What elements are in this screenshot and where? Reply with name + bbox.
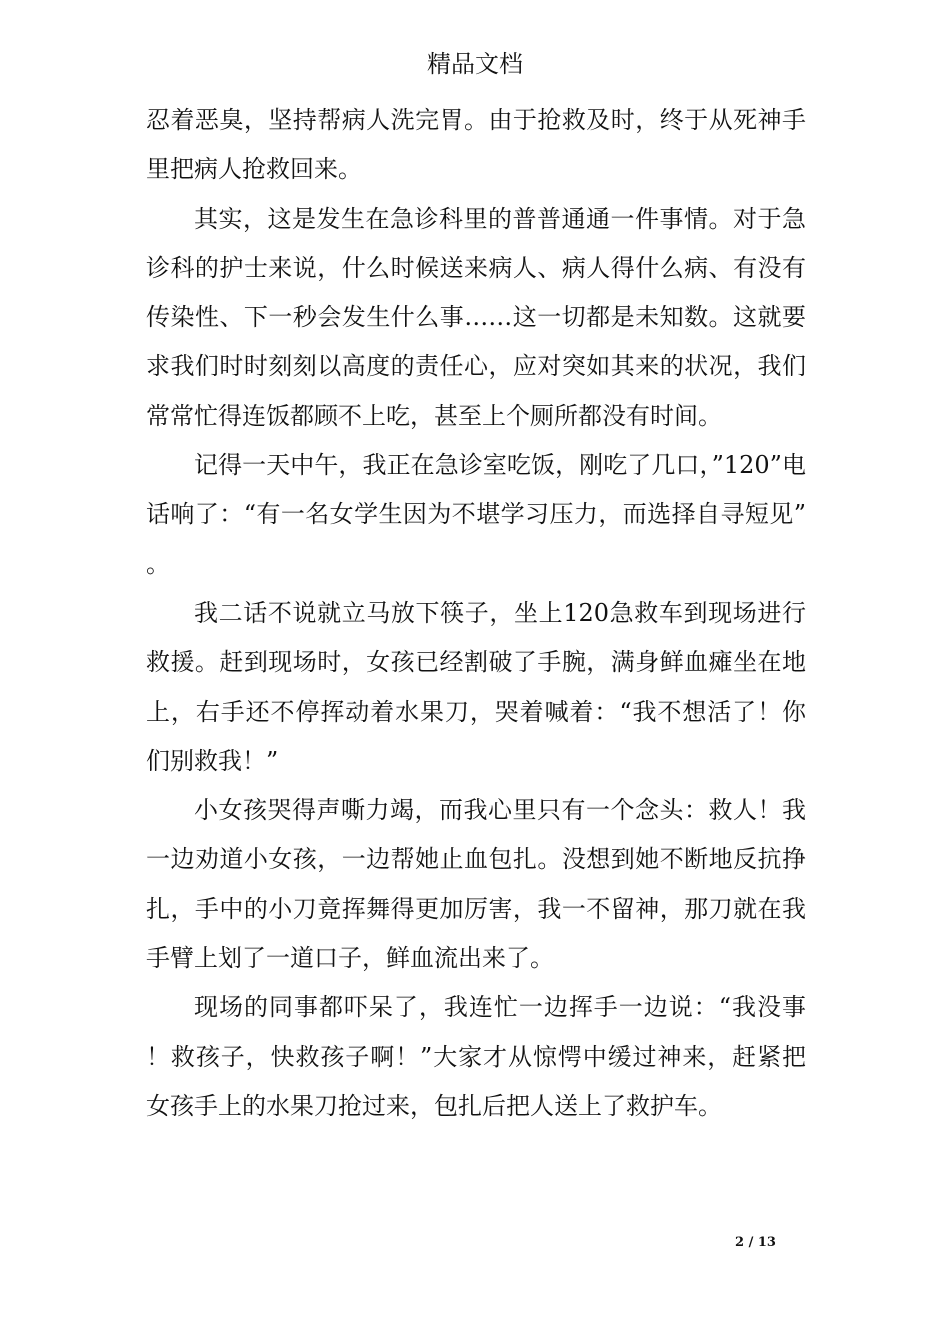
paragraph-3: 记得一天中午，我正在急诊室吃饭，刚吃了几口，”120”电话响了：“有一名女学生因为不堪学习压力，而选择自寻短见”。 [146,451,806,578]
page-header-title: 精品文档 [427,50,523,78]
paragraph-4: 我二话不说就立马放下筷子，坐上120急救车到现场进行救援。赶到现场时，女孩已经割破了手腕，满身鲜血瘫坐在地上，右手还不停挥动着水果刀，哭着喊着：“我不想活了！你们别救我！” [146,598,806,775]
paragraph-5: 小女孩哭得声嘶力竭，而我心里只有一个念头：救人！我一边劝道小女孩，一边帮她止血包扎。没想到她不断地反抗挣扎，手中的小刀竟挥舞得更加厉害，我一不留神，那刀就在我手臂上划了一道口子，鲜血流出来了。 [146,796,806,973]
paragraph-1: 忍着恶臭，坚持帮病人洗完胃。由于抢救及时，终于从死神手里把病人抢救回来。 [146,106,806,184]
page-number: 2 / 13 [735,1235,776,1250]
document-body [146,96,806,1131]
paragraph-2: 其实，这是发生在急诊科里的普普通通一件事情。对于急诊科的护士来说，什么时候送来病人、病人得什么病、有没有传染性、下一秒会发生什么事……这一切都是未知数。这就要求我们时时刻刻以高度的责任心，应对突如其来的状况，我们常常忙得连饭都顾不上吃，甚至上个厕所都没有时间。 [146,204,806,430]
paragraph-6: 现场的同事都吓呆了，我连忙一边挥手一边说：“我没事！救孩子，快救孩子啊！”大家才从惊愕中缓过神来，赶紧把女孩手上的水果刀抢过来，包扎后把人送上了救护车。 [146,993,806,1120]
